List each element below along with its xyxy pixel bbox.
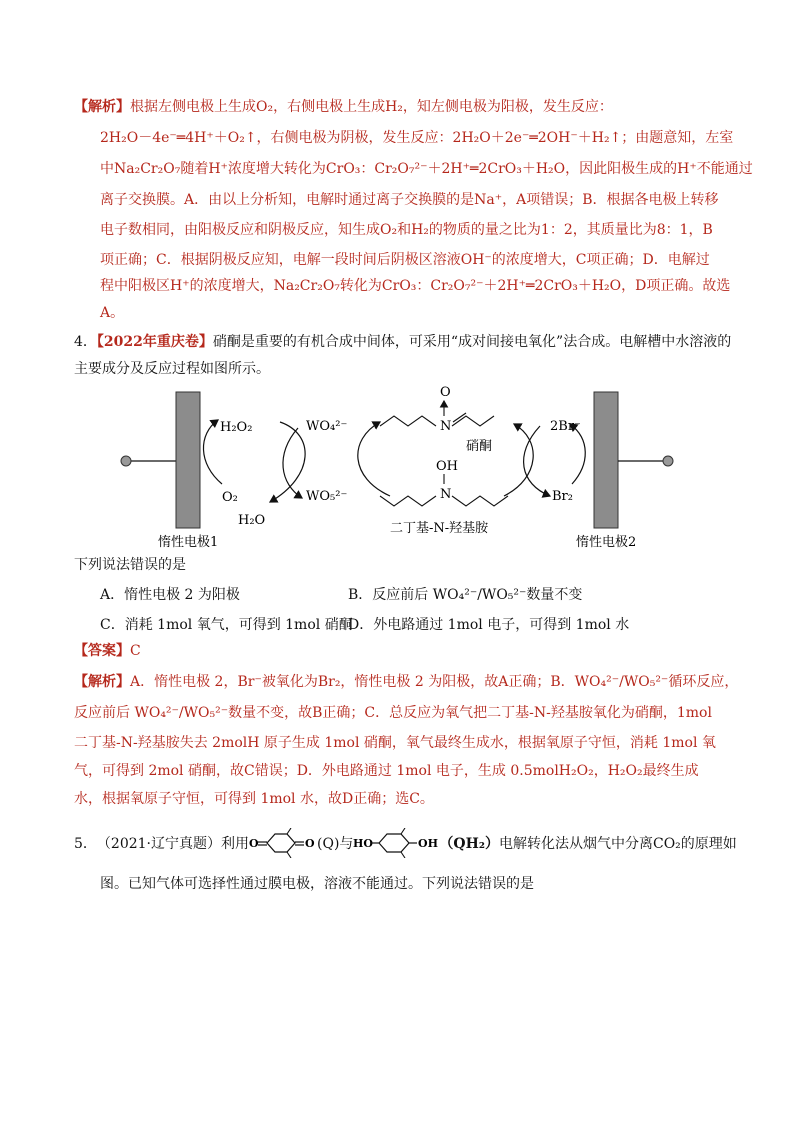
electrode-1-label: 惰性电极1 [158, 535, 219, 550]
option-c: C．消耗 1mol 氧气，可得到 1mol 硝酮 [100, 617, 353, 633]
label-h2o2: H₂O₂ [220, 420, 253, 435]
label-o2: O₂ [222, 490, 238, 505]
analysis-line-4: 离子交换膜。A．由以上分析知，电解时通过离子交换膜的是Na⁺，A项错误；B．根据各电极上转移 [100, 192, 719, 208]
qh2-oh: OH [418, 837, 439, 850]
analysis-line-8: A。 [100, 305, 125, 321]
q4-analysis-line-2: 反应前后 WO₄²⁻/WO₅²⁻数量不变，故B正确；C．总反应为氧气把二丁基-N-羟基胺氧化为硝酮，1mol [74, 705, 712, 721]
analysis-text: 根据左侧电极上生成O₂，右侧电极上生成H₂，知左侧电极为阳极，发生反应： [130, 99, 613, 115]
label-h2o: H₂O [238, 513, 266, 528]
q4-analysis-line-4: 气，可得到 2mol 硝酮，故C错误；D．外电路通过 1mol 电子，生成 0.5molH₂O₂，H₂O₂最终生成 [74, 763, 699, 779]
electrode-1 [176, 392, 200, 528]
question-text: 硝酮是重要的有机合成中间体，可采用“成对间接电氧化”法合成。电解槽中水溶液的 [212, 334, 732, 350]
question-text: 利用 [221, 836, 250, 852]
q-o-right: O [305, 837, 315, 850]
nitrone-n: N [440, 419, 452, 434]
question-number: 5． [74, 836, 97, 852]
q4-analysis-line-5: 水，根据氧原子守恒，可得到 1mol 水，故D正确；选C。 [74, 791, 434, 807]
option-a: A．惰性电极 2 为阳极 [100, 587, 240, 603]
nitrone-label: 硝酮 [466, 439, 493, 454]
q-o-left: O [249, 837, 259, 850]
option-d: D．外电路通过 1mol 电子，可得到 1mol 水 [348, 617, 630, 633]
question-4-stem [74, 332, 731, 352]
option-b: B．反应前后 WO₄²⁻/WO₅²⁻数量不变 [348, 587, 583, 603]
answer-line [74, 641, 141, 661]
question-number: 4． [74, 334, 97, 350]
q4-analysis-line-1 [74, 672, 738, 692]
analysis-line-5: 电子数相同，由阳极反应和阴极反应，知生成O₂和H₂的物质的量之比为1：2，其质量比为8：1，B [100, 222, 713, 238]
analysis-line-3: 中Na₂Cr₂O₇随着H⁺浓度增大转化为CrO₃：Cr₂O₇²⁻＋2H⁺═2CrO₃＋H₂O，因此阳极生成的H⁺不能通过 [100, 161, 753, 177]
electrode-2 [594, 392, 618, 528]
terminal-right-icon [663, 456, 673, 466]
question-4-stem-2: 主要成分及反应过程如图所示。 [74, 361, 270, 377]
answer-tag: 【答案】 [74, 643, 130, 659]
analysis-tag: 【解析】 [74, 99, 130, 115]
label-wo4: WO₄²⁻ [306, 419, 348, 434]
question-prompt: 下列说法错误的是 [74, 557, 186, 573]
hydroquinone-structure [353, 828, 439, 858]
label-wo5: WO₅²⁻ [306, 489, 348, 504]
q4-analysis-line-3: 二丁基-N-羟基胺失去 2molH 原子生成 1mol 硝酮，氧气最终生成水，根据氧原子守恒，消耗 1mol 氧 [74, 735, 716, 751]
question-text: 电解转化法从烟气中分离CO₂的原理如 [498, 836, 737, 852]
analysis-line-7: 程中阳极区H⁺的浓度增大，Na₂Cr₂O₇转化为CrO₃：Cr₂O₇²⁻＋2H⁺═2CrO₃＋H₂O，D项正确。故选 [100, 278, 731, 294]
electrolysis-diagram [110, 384, 690, 554]
nitrone-o: O [440, 385, 451, 400]
answer-value: C [130, 643, 141, 659]
electrode-2-label: 惰性电极2 [576, 535, 637, 550]
amine-n: N [440, 487, 452, 502]
analysis-line-1 [74, 97, 613, 117]
quinone-structure [249, 828, 317, 858]
analysis-line-6: 项正确；C．根据阴极反应知，电解一段时间后阴极区溶液OH⁻的浓度增大，C项正确；D．电解过 [100, 252, 710, 268]
question-source: （2021·辽宁真题） [96, 836, 222, 852]
label-br: 2Br⁻ [550, 419, 581, 434]
analysis-tag: 【解析】 [74, 674, 130, 690]
analysis-line-2: 2H₂O－4e⁻═4H⁺＋O₂↑，右侧电极为阴极，发生反应：2H₂O＋2e⁻═2OH⁻＋H₂↑；由题意知，左室 [100, 130, 734, 146]
amine-oh: OH [436, 459, 458, 474]
qh2-label: （QH₂） [439, 836, 499, 852]
question-5-stem-2: 图。已知气体可选择性通过膜电极，溶液不能通过。下列说法错误的是 [100, 876, 534, 892]
label-br2: Br₂ [552, 489, 573, 504]
terminal-left-icon [121, 456, 131, 466]
amine-label: 二丁基-N-羟基胺 [390, 521, 489, 536]
question-5-stem [74, 826, 737, 860]
analysis-text: A．惰性电极 2，Br⁻被氧化为Br₂，惰性电极 2 为阳极，故A正确；B．WO₄²⁻/WO₅²⁻循环反应， [130, 674, 739, 690]
q-label: (Q)与 [317, 836, 354, 852]
qh2-ho: HO [353, 837, 374, 850]
question-source: 【2022年重庆卷】 [96, 334, 213, 350]
